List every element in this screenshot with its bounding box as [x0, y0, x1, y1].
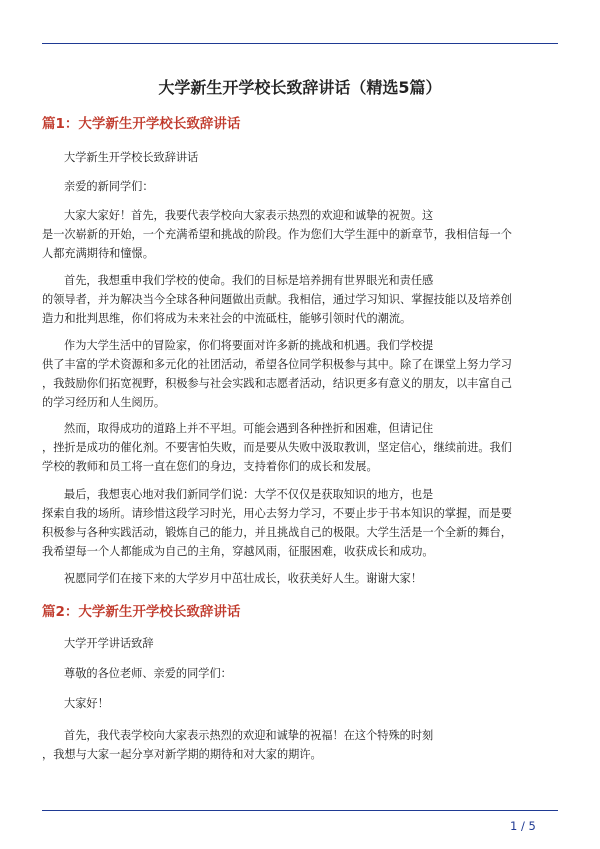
paragraph	[42, 694, 558, 713]
paragraph-line: 造力和批判思维，你们将成为未来社会的中流砥柱，能够引领时代的潮流。	[42, 312, 412, 325]
paragraph-line: 人都充满期待和憧憬。	[42, 247, 154, 260]
paragraph	[42, 485, 558, 561]
paragraph	[42, 634, 558, 653]
footer-rule	[42, 810, 558, 811]
paragraph-line: ，我想与大家一起分享对新学期的期待和对大家的期许。	[42, 748, 322, 761]
page-number: 1 / 5	[510, 819, 536, 833]
paragraph-line: 大家大家好！首先，我要代表学校向大家表示热烈的欢迎和诚挚的祝贺。这	[64, 209, 434, 222]
paragraph-line: ，挫折是成功的催化剂。不要害怕失败，而是要从失败中汲取教训，坚定信心，继续前进。我们	[42, 441, 512, 454]
paragraph-line: 祝愿同学们在接下来的大学岁月中茁壮成长，收获美好人生。谢谢大家！	[64, 572, 423, 585]
paragraph-line: ，我鼓励你们拓宽视野，积极参与社会实践和志愿者活动，结识更多有意义的朋友，以丰富自己	[42, 377, 512, 390]
paragraph	[42, 569, 558, 588]
paragraph-line: 是一次崭新的开始，一个充满希望和挑战的阶段。作为您们大学生涯中的新章节，我相信每一个	[42, 228, 512, 241]
paragraph-line: 的领导者，并为解决当今全球各种问题做出贡献。我相信，通过学习知识、掌握技能以及培养创	[42, 293, 512, 306]
paragraph-line: 首先，我代表学校向大家表示热烈的欢迎和诚挚的祝福！在这个特殊的时刻	[64, 729, 434, 742]
paragraph-line: 大学新生开学校长致辞讲话	[64, 151, 199, 164]
section-heading: 篇1：大学新生开学校长致辞讲话	[42, 116, 241, 132]
paragraph-line: 探索自我的场所。请珍惜这段学习时光，用心去努力学习，不要止步于书本知识的掌握，而是要	[42, 507, 512, 520]
paragraph	[42, 664, 558, 683]
paragraph-line: 我希望每一个人都能成为自己的主角，穿越风雨，征服困难，收获成长和成功。	[42, 545, 434, 558]
header-rule	[42, 43, 558, 44]
paragraph-line: 然而，取得成功的道路上并不平坦。可能会遇到各种挫折和困难，但请记住	[64, 422, 434, 435]
paragraph	[42, 336, 558, 412]
paragraph	[42, 419, 558, 476]
paragraph	[42, 271, 558, 328]
paragraph-line: 首先，我想重申我们学校的使命。我们的目标是培养拥有世界眼光和责任感	[64, 274, 434, 287]
paragraph-line: 的学习经历和人生阅历。	[42, 396, 166, 409]
document-title: 大学新生开学校长致辞讲话（精选5篇）	[158, 78, 442, 97]
paragraph-line: 积极参与各种实践活动，锻炼自己的能力，并且挑战自己的极限。大学生活是一个全新的舞台，	[42, 526, 512, 539]
paragraph	[42, 206, 558, 263]
paragraph	[42, 148, 558, 167]
paragraph-line: 大家好！	[64, 697, 109, 710]
paragraph-line: 大学开学讲话致辞	[64, 637, 154, 650]
paragraph-line: 作为大学生活中的冒险家，你们将要面对许多新的挑战和机遇。我们学校提	[64, 339, 434, 352]
paragraph-line: 最后，我想衷心地对我们新同学们说：大学不仅仅是获取知识的地方，也是	[64, 488, 434, 501]
section-heading: 篇2：大学新生开学校长致辞讲话	[42, 604, 241, 620]
paragraph-line: 尊敬的各位老师、亲爱的同学们：	[64, 667, 232, 680]
paragraph-line: 供了丰富的学术资源和多元化的社团活动，希望各位同学积极参与其中。除了在课堂上努力学习	[42, 358, 512, 371]
paragraph-line: 亲爱的新同学们：	[64, 180, 154, 193]
paragraph	[42, 726, 558, 764]
paragraph	[42, 177, 558, 196]
paragraph-line: 学校的教师和员工将一直在您们的身边，支持着你们的成长和发展。	[42, 460, 378, 473]
